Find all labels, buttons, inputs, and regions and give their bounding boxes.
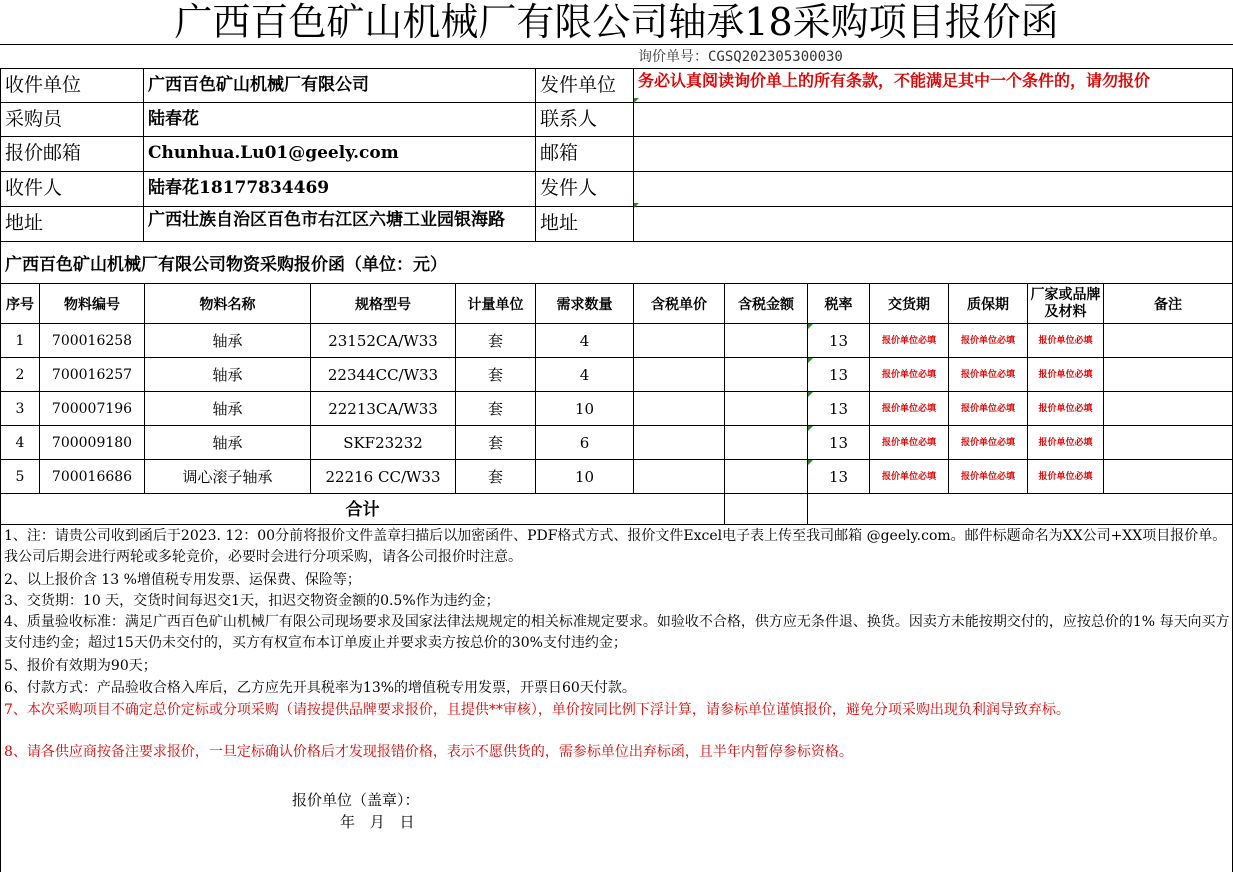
cell-code: 700016258 <box>39 323 145 358</box>
cell-amount[interactable] <box>724 425 808 460</box>
email2-value[interactable] <box>633 136 1233 172</box>
cell-no: 4 <box>0 425 40 460</box>
cell-unit-price[interactable] <box>633 425 725 460</box>
note-item: 3、交货期：10 天，交货时间每迟交1天，扣迟交物资金额的0.5%作为违约金； <box>4 593 500 609</box>
address-label: 地址 <box>0 206 144 242</box>
recv-unit-label: 收件单位 <box>0 68 144 103</box>
cell-unit: 套 <box>455 391 536 426</box>
cell-marker <box>634 203 639 208</box>
cell-delivery[interactable]: 报价单位必填 <box>869 459 949 494</box>
cell-tax: 13 <box>807 357 870 392</box>
cell-qty: 4 <box>535 357 634 392</box>
cell-unit-price[interactable] <box>633 323 725 358</box>
contact-value[interactable] <box>633 102 1233 137</box>
note-item: 5、报价有效期为90天； <box>4 658 157 674</box>
cell-unit-price[interactable] <box>633 357 725 392</box>
cell-unit: 套 <box>455 323 536 358</box>
cell-marker <box>808 358 813 363</box>
cell-amount[interactable] <box>724 323 808 358</box>
cell-unit-price[interactable] <box>633 391 725 426</box>
cell-name: 轴承 <box>144 323 311 358</box>
cell-tax: 13 <box>807 459 870 494</box>
cell-marker <box>808 392 813 397</box>
section-title: 广西百色矿山机械厂有限公司物资采购报价函（单位：元） <box>0 241 1233 284</box>
cell-unit: 套 <box>455 357 536 392</box>
cell-name: 轴承 <box>144 425 311 460</box>
col-header-no: 序号 <box>0 283 40 324</box>
note-item: 7、本次采购项目不确定总价定标或分项采购（请按提供品牌要求报价，且提供**审核），单价按同比例下浮计算，请参标单位谨慎报价，避免分项采购出现负利润导致弃标。 <box>4 702 1070 718</box>
cell-remark[interactable] <box>1103 459 1233 494</box>
cell-spec: 23152CA/W33 <box>310 323 456 358</box>
cell-name: 轴承 <box>144 391 311 426</box>
cell-spec: 22216 CC/W33 <box>310 459 456 494</box>
cell-brand[interactable]: 报价单位必填 <box>1027 459 1104 494</box>
cell-warranty[interactable]: 报价单位必填 <box>948 357 1028 392</box>
total-label: 合计 <box>0 493 725 525</box>
col-header-amount: 含税金额 <box>724 283 808 324</box>
col-header-unit-price: 含税单价 <box>633 283 725 324</box>
cell-spec: 22213CA/W33 <box>310 391 456 426</box>
col-header-name: 物料名称 <box>144 283 311 324</box>
col-header-unit: 计量单位 <box>455 283 536 324</box>
col-header-remark: 备注 <box>1103 283 1233 324</box>
signature-unit-label: 报价单位（盖章）： <box>292 791 420 809</box>
recv-unit-value[interactable]: 广西百色矿山机械厂有限公司 <box>143 68 536 103</box>
col-header-delivery: 交货期 <box>869 283 949 324</box>
cell-delivery[interactable]: 报价单位必填 <box>869 425 949 460</box>
cell-spec: 22344CC/W33 <box>310 357 456 392</box>
sender-label: 发件人 <box>535 171 634 207</box>
cell-spec: SKF23232 <box>310 425 456 460</box>
cell-warranty[interactable]: 报价单位必填 <box>948 459 1028 494</box>
email-label: 报价邮箱 <box>0 136 144 172</box>
cell-remark[interactable] <box>1103 425 1233 460</box>
buyer-label: 采购员 <box>0 102 144 137</box>
cell-qty: 6 <box>535 425 634 460</box>
cell-brand[interactable]: 报价单位必填 <box>1027 391 1104 426</box>
cell-delivery[interactable]: 报价单位必填 <box>869 323 949 358</box>
cell-marker <box>808 426 813 431</box>
cell-warranty[interactable]: 报价单位必填 <box>948 425 1028 460</box>
cell-remark[interactable] <box>1103 357 1233 392</box>
cell-qty: 4 <box>535 323 634 358</box>
total-rest <box>807 493 1233 525</box>
cell-marker <box>634 98 639 103</box>
cell-marker <box>808 324 813 329</box>
sender-value[interactable] <box>633 171 1233 207</box>
cell-marker <box>808 460 813 465</box>
address2-value[interactable] <box>633 206 1233 242</box>
cell-no: 1 <box>0 323 40 358</box>
cell-code: 700007196 <box>39 391 145 426</box>
col-header-code: 物料编号 <box>39 283 145 324</box>
cell-tax: 13 <box>807 323 870 358</box>
left-border <box>0 524 1 872</box>
total-amount[interactable] <box>724 493 808 525</box>
col-header-qty: 需求数量 <box>535 283 634 324</box>
cell-code: 700016686 <box>39 459 145 494</box>
col-header-warranty: 质保期 <box>948 283 1028 324</box>
note-item: 1、注：请贵公司收到函后于2023. 12：00分前将报价文件盖章扫描后以加密函件、PDF格式方式、报价文件Excel电子表上传至我司邮箱 @geely.com。邮件标题命名为XX公司+XX项目报价单。我公司后期会进行两轮或多轮竞价，必要时会进行分项采购，请各公司报价时注意。 <box>4 528 1227 565</box>
cell-delivery[interactable]: 报价单位必填 <box>869 391 949 426</box>
email2-label: 邮箱 <box>535 136 634 172</box>
cell-brand[interactable]: 报价单位必填 <box>1027 425 1104 460</box>
cell-warranty[interactable]: 报价单位必填 <box>948 391 1028 426</box>
cell-no: 3 <box>0 391 40 426</box>
cell-brand[interactable]: 报价单位必填 <box>1027 323 1104 358</box>
signature-date-label: 年 月 日 <box>340 813 415 831</box>
cell-warranty[interactable]: 报价单位必填 <box>948 323 1028 358</box>
note-item: 6、付款方式：产品验收合格入库后，乙方应先开具税率为13%的增值税专用发票，开票日60天付款。 <box>4 680 636 696</box>
email-value[interactable]: Chunhua.Lu01@geely.com <box>143 136 536 172</box>
cell-code: 700016257 <box>39 357 145 392</box>
cell-name: 调心滚子轴承 <box>144 459 311 494</box>
col-header-spec: 规格型号 <box>310 283 456 324</box>
cell-amount[interactable] <box>724 459 808 494</box>
page-title: 广西百色矿山机械厂有限公司轴承18采购项目报价函 <box>174 0 1059 44</box>
divider <box>0 44 1233 45</box>
cell-unit: 套 <box>455 459 536 494</box>
cell-unit: 套 <box>455 425 536 460</box>
inquiry-number: 询价单号：CGSQ202305300030 <box>638 49 843 65</box>
address2-label: 地址 <box>535 206 634 242</box>
cell-remark[interactable] <box>1103 391 1233 426</box>
send-unit-label: 发件单位 <box>535 68 634 103</box>
cell-tax: 13 <box>807 391 870 426</box>
note-item: 4、质量验收标准：满足广西百色矿山机械厂有限公司现场要求及国家法律法规规定的相关标准规定要求。如验收不合格，供方应无条件退、换货。因卖方未能按期交付的，应按总价的1% 每天向买方支付违约金；超过15天仍未交付的，买方有权宣布本订单废止并要求卖方按总价的30%支付违约金； <box>4 614 1230 651</box>
cell-code: 700009180 <box>39 425 145 460</box>
cell-qty: 10 <box>535 391 634 426</box>
cell-delivery[interactable]: 报价单位必填 <box>869 357 949 392</box>
receiver-label: 收件人 <box>0 171 144 207</box>
cell-remark[interactable] <box>1103 323 1233 358</box>
cell-amount[interactable] <box>724 391 808 426</box>
contact-label: 联系人 <box>535 102 634 137</box>
cell-no: 2 <box>0 357 40 392</box>
cell-name: 轴承 <box>144 357 311 392</box>
send-unit-warning[interactable]: 务必认真阅读询价单上的所有条款，不能满足其中一个条件的，请勿报价 <box>633 68 1233 103</box>
buyer-value[interactable]: 陆春花 <box>143 102 536 137</box>
col-header-brand: 厂家或品牌及材料 <box>1027 283 1104 324</box>
cell-unit-price[interactable] <box>633 459 725 494</box>
address-value[interactable]: 广西壮族自治区百色市右江区六塘工业园银海路 <box>143 206 536 242</box>
col-header-tax: 税率 <box>807 283 870 324</box>
cell-amount[interactable] <box>724 357 808 392</box>
note-item: 8、请各供应商按备注要求报价，一旦定标确认价格后才发现报错价格，表示不愿供货的，需参标单位出弃标函，且半年内暂停参标资格。 <box>4 744 853 760</box>
cell-no: 5 <box>0 459 40 494</box>
cell-qty: 10 <box>535 459 634 494</box>
cell-tax: 13 <box>807 425 870 460</box>
note-item: 2、以上报价含 13 %增值税专用发票、运保费、保险等； <box>4 572 361 588</box>
receiver-value[interactable]: 陆春花18177834469 <box>143 171 536 207</box>
cell-brand[interactable]: 报价单位必填 <box>1027 357 1104 392</box>
